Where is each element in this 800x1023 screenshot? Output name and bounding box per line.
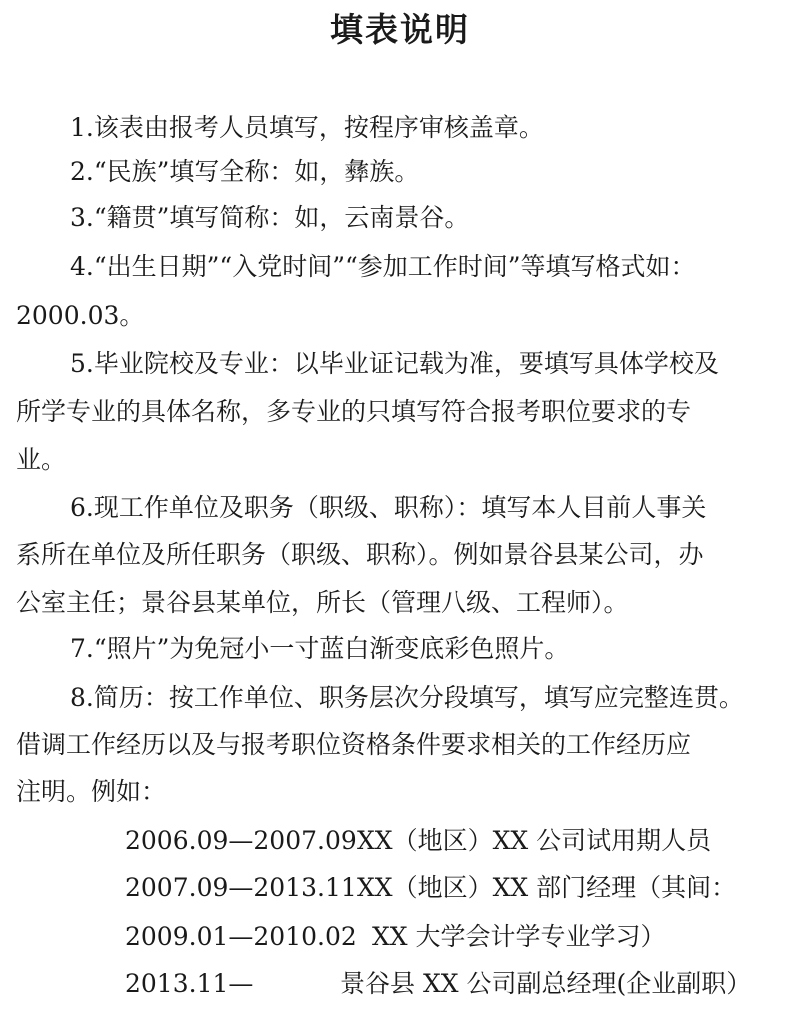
resume-example-date: 2006.09—2007.09 [125,826,357,855]
resume-example-date: 2007.09—2013.11 [125,873,357,902]
instruction-8: 8.简历：按工作单位、职务层次分段填写，填写应完整连贯。 [70,683,744,712]
instruction-5-cont: 业。 [16,445,67,474]
instruction-7: 7.“照片”为免冠小一寸蓝白渐变底彩色照片。 [70,634,570,663]
instruction-5-cont: 所学专业的具体名称，多专业的只填写符合报考职位要求的专 [16,397,692,426]
resume-example-org: 景谷县 XX 公司副总经理(企业副职） [340,969,752,998]
instruction-6-cont: 公室主任；景谷县某单位，所长（管理八级、工程师）。 [16,588,629,617]
resume-example-date: 2013.11— [125,969,254,998]
resume-example-date: 2009.01—2010.02 [125,922,357,951]
instruction-4-cont: 2000.03。 [16,301,145,330]
instruction-6: 6.现工作单位及职务（职级、职称）：填写本人目前人事关 [70,493,707,522]
instruction-1: 1.该表由报考人员填写，按程序审核盖章。 [70,113,544,142]
instruction-8-cont: 借调工作经历以及与报考职位资格条件要求相关的工作经历应 [16,730,692,759]
instruction-3: 3.“籍贯”填写简称：如，云南景谷。 [70,203,470,232]
instruction-5: 5.毕业院校及专业：以毕业证记载为准，要填写具体学校及 [70,349,719,378]
page-title: 填表说明 [330,10,470,49]
resume-example-org: XX（地区）XX 部门经理（其间： [357,873,737,902]
instruction-4: 4.“出生日期”“入党时间”“参加工作时间”等填写格式如： [70,252,696,281]
instruction-6-cont: 系所在单位及所任职务（职级、职称）。例如景谷县某公司，办 [16,540,704,569]
instruction-8-cont: 注明。例如： [16,777,167,806]
instruction-2: 2.“民族”填写全称：如，彝族。 [70,157,420,186]
resume-example-org: XX（地区）XX 公司试用期人员 [357,826,712,855]
resume-example-org: XX 大学会计学专业学习） [372,922,666,951]
